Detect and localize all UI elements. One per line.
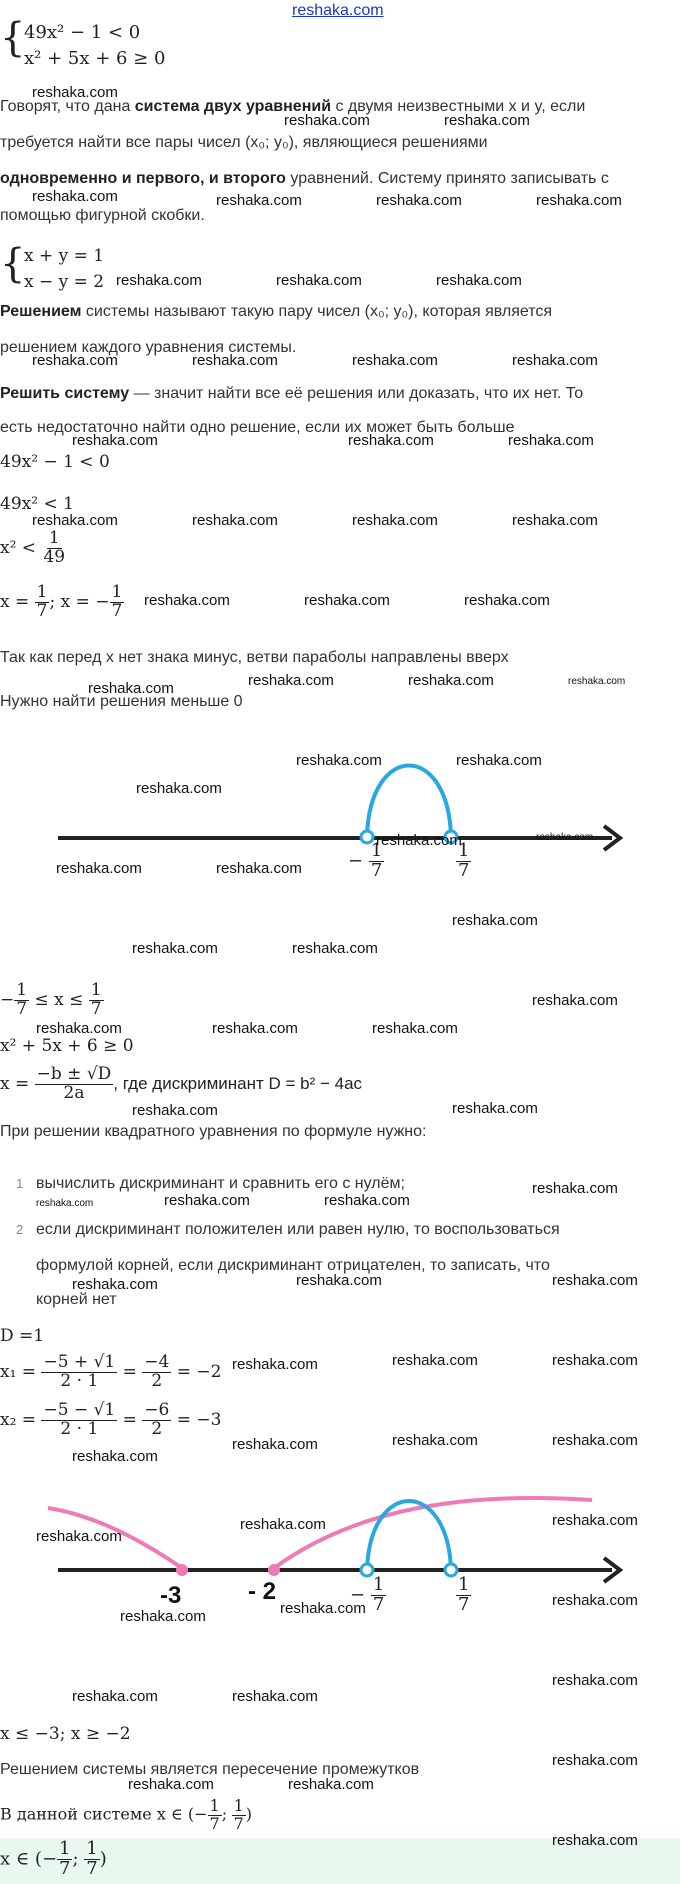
step2-line-1: x² + 5x + 6 ≥ 0 xyxy=(0,1036,134,1056)
watermark: reshaka.com xyxy=(552,1832,638,1849)
watermark: reshaka.com xyxy=(284,112,370,129)
watermark: reshaka.com xyxy=(292,940,378,957)
watermark: reshaka.com xyxy=(132,940,218,957)
watermark: reshaka.com xyxy=(144,592,230,609)
system-brace: { xyxy=(0,15,26,61)
watermark: reshaka.com xyxy=(72,1688,158,1705)
watermark: reshaka.com xyxy=(288,1776,374,1793)
parabola-arc-1 xyxy=(367,766,451,837)
watermark: reshaka.com xyxy=(132,1102,218,1119)
graph2-label-right: $\frac{1}{7}$ xyxy=(458,1574,470,1615)
watermark: reshaka.com xyxy=(216,860,302,877)
graph2-label-minus2: - 2 xyxy=(248,1578,277,1605)
watermark: reshaka.com xyxy=(536,832,594,843)
watermark: reshaka.com xyxy=(72,1276,158,1293)
watermark: reshaka.com xyxy=(32,84,118,101)
watermark: reshaka.com xyxy=(128,1776,214,1793)
watermark: reshaka.com xyxy=(216,192,302,209)
watermark: reshaka.com xyxy=(552,1752,638,1769)
quadratic-formula: x = $\frac{-b \pm √D}{2a}$ , где дискриминант D = b² − 4ac xyxy=(0,1064,363,1103)
watermark: reshaka.com xyxy=(72,1448,158,1465)
site-header-link[interactable]: reshaka.com xyxy=(292,2,384,19)
final-intersection: В данной системе x ∈ (− $\frac{1}{7}$ ; $\frac{1}{7}$ ) xyxy=(0,1796,253,1833)
rule-item-2-line-2: формулой корней, если дискриминант отрицателен, то записать, что xyxy=(36,1257,550,1274)
watermark: reshaka.com xyxy=(212,1020,298,1037)
note-parabola: Так как перед x нет знака минус, ветви параболы направлены вверх xyxy=(0,649,509,666)
watermark: reshaka.com xyxy=(324,1192,410,1209)
step1-line-2: 49x² < 1 xyxy=(0,494,74,514)
watermark: reshaka.com xyxy=(304,592,390,609)
watermark: reshaka.com xyxy=(352,352,438,369)
watermark: reshaka.com xyxy=(120,1608,206,1625)
theory-para-1: Говорят, что дана система двух уравнений с двумя неизвестными x и y, если xyxy=(0,98,586,115)
watermark: reshaka.com xyxy=(452,1100,538,1117)
watermark: reshaka.com xyxy=(276,272,362,289)
watermark: reshaka.com xyxy=(296,752,382,769)
theory-para-7: Решить систему — значит найти все её решения или доказать, что их нет. То xyxy=(0,385,584,402)
watermark: reshaka.com xyxy=(136,780,222,797)
watermark: reshaka.com xyxy=(240,1516,326,1533)
theory-para-5: Решением системы называют такую пару чисел (x₀; y₀), которая является xyxy=(0,303,553,320)
watermark: reshaka.com xyxy=(280,1600,366,1617)
watermark: reshaka.com xyxy=(232,1688,318,1705)
interval-2: x ≤ −3; x ≥ −2 xyxy=(0,1724,131,1744)
watermark: reshaka.com xyxy=(552,1272,638,1289)
watermark: reshaka.com xyxy=(436,272,522,289)
watermark: reshaka.com xyxy=(192,512,278,529)
watermark: reshaka.com xyxy=(232,1356,318,1373)
watermark: reshaka.com xyxy=(536,192,622,209)
root-point-left-2 xyxy=(361,1564,373,1576)
example-line-1: x + y = 1 xyxy=(24,246,105,266)
conclusion-text: Решением системы является пересечение промежутков xyxy=(0,1761,420,1778)
watermark: reshaka.com xyxy=(464,592,550,609)
watermark: reshaka.com xyxy=(352,512,438,529)
theory-para-4: помощью фигурной скобки. xyxy=(0,207,205,224)
watermark: reshaka.com xyxy=(56,860,142,877)
rule-item-2-line-1: если дискриминант положителен или равен нулю, то воспользоваться xyxy=(36,1221,560,1238)
theory-para-2: требуется найти все пары чисел (x₀; y₀), являющиеся решениями xyxy=(0,134,488,151)
watermark: reshaka.com xyxy=(512,352,598,369)
watermark: reshaka.com xyxy=(72,432,158,449)
watermark: reshaka.com xyxy=(376,832,462,849)
watermark: reshaka.com xyxy=(248,672,334,689)
watermark: reshaka.com xyxy=(552,1432,638,1449)
watermark: reshaka.com xyxy=(36,1198,94,1209)
example-line-2: x − y = 2 xyxy=(24,272,105,292)
watermark: reshaka.com xyxy=(452,912,538,929)
interval-1: − $\frac{1}{7}$ ≤ x ≤ $\frac{1}{7}$ xyxy=(0,980,102,1019)
watermark: reshaka.com xyxy=(532,992,618,1009)
theory-para-6: решением каждого уравнения системы. xyxy=(0,339,297,356)
root-x2: x₂ = $\frac{-5 - √1}{2 \cdot 1}$ = $\frac{-6}{2}$ = −3 xyxy=(0,1400,222,1439)
rule-intro: При решении квадратного уравнения по формуле нужно: xyxy=(0,1123,427,1140)
watermark: reshaka.com xyxy=(296,1272,382,1289)
watermark: reshaka.com xyxy=(232,1436,318,1453)
root-x1: x₁ = $\frac{-5 + √1}{2 \cdot 1}$ = $\frac{-4}{2}$ = −2 xyxy=(0,1352,222,1391)
watermark: reshaka.com xyxy=(408,672,494,689)
watermark: reshaka.com xyxy=(444,112,530,129)
rule-item-1-text: вычислить дискриминант и сравнить его с нулём; xyxy=(36,1175,405,1192)
graph1-label-right: $\frac{1}{7}$ xyxy=(458,840,470,881)
root-point-minus2 xyxy=(268,1564,280,1576)
system-line-2: x² + 5x + 6 ≥ 0 xyxy=(24,48,166,69)
note-less-than-zero: Нужно найти решения меньше 0 xyxy=(0,693,243,710)
watermark: reshaka.com xyxy=(512,512,598,529)
watermark: reshaka.com xyxy=(348,432,434,449)
watermark: reshaka.com xyxy=(552,1512,638,1529)
watermark: reshaka.com xyxy=(552,1672,638,1689)
watermark: reshaka.com xyxy=(392,1432,478,1449)
watermark: reshaka.com xyxy=(372,1020,458,1037)
watermark: reshaka.com xyxy=(36,1020,122,1037)
rule-item-2-number: 2 xyxy=(16,1222,24,1237)
watermark: reshaka.com xyxy=(88,680,174,697)
watermark: reshaka.com xyxy=(32,352,118,369)
root-point-minus3 xyxy=(176,1564,188,1576)
graph2-label-left: − $\frac{1}{7}$ xyxy=(350,1574,385,1615)
watermark: reshaka.com xyxy=(116,272,202,289)
step1-line-4: x = $\frac{1}{7}$ ; x = − $\frac{1}{7}$ xyxy=(0,582,123,621)
watermark: reshaka.com xyxy=(36,1528,122,1545)
graph2-label-minus3: -3 xyxy=(160,1582,182,1609)
rule-item-1-number: 1 xyxy=(16,1176,24,1191)
watermark: reshaka.com xyxy=(456,752,542,769)
step1-line-1: 49x² − 1 < 0 xyxy=(0,452,110,472)
rule-item-2-line-3: корней нет xyxy=(36,1291,117,1308)
theory-para-8: есть недостаточно найти одно решение, если их может быть больше xyxy=(0,419,515,436)
watermark: reshaka.com xyxy=(568,676,626,687)
watermark: reshaka.com xyxy=(376,192,462,209)
watermark: reshaka.com xyxy=(508,432,594,449)
final-answer: x ∈ (− $\frac{1}{7}$ ; $\frac{1}{7}$ ) xyxy=(0,1838,107,1879)
discriminant-value: D =1 xyxy=(0,1326,45,1346)
example-brace: { xyxy=(0,241,26,287)
watermark: reshaka.com xyxy=(32,512,118,529)
watermark: reshaka.com xyxy=(32,188,118,205)
step1-line-3: x² < $\frac{1}{49}$ xyxy=(0,528,66,567)
system-line-1: 49x² − 1 < 0 xyxy=(24,22,141,43)
watermark: reshaka.com xyxy=(392,1352,478,1369)
theory-para-3: одновременно и первого, и второго уравнений. Систему принято записывать с xyxy=(0,170,609,187)
graph1-label-left: − $\frac{1}{7}$ xyxy=(348,840,383,881)
watermark: reshaka.com xyxy=(164,1192,250,1209)
watermark: reshaka.com xyxy=(552,1352,638,1369)
root-point-right-2 xyxy=(445,1564,457,1576)
watermark: reshaka.com xyxy=(552,1592,638,1609)
watermark: reshaka.com xyxy=(532,1180,618,1197)
watermark: reshaka.com xyxy=(192,352,278,369)
